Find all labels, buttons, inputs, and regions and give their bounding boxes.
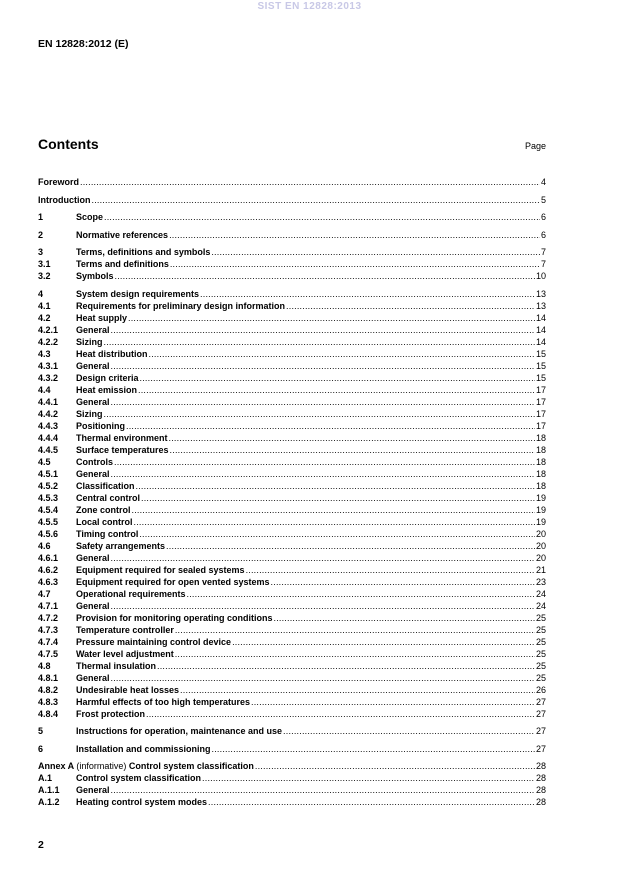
toc-entry-number: 4.6.2 [38, 564, 59, 575]
toc-entry[interactable] [38, 673, 546, 685]
toc-entry-number: 4.8 [38, 660, 51, 671]
toc-leader-dots [175, 649, 535, 660]
toc-leader-dots [166, 541, 535, 552]
toc-entry[interactable] [38, 385, 546, 397]
toc-entry-number: 4.4.1 [38, 396, 59, 407]
toc-entry-title: Scope [76, 212, 104, 222]
toc-leader-dots [139, 529, 535, 540]
toc-entry[interactable] [38, 289, 546, 301]
toc-entry-title: Symbols [76, 271, 114, 281]
toc-annex-type: (informative) [76, 761, 129, 771]
toc-entry[interactable] [38, 565, 546, 577]
toc-entry-number: 4.8.2 [38, 684, 59, 695]
toc-entry[interactable] [38, 212, 546, 224]
toc-entry-page: 28 [535, 785, 546, 795]
toc-entry-number: 5 [38, 726, 44, 736]
toc-leader-dots [104, 409, 535, 420]
toc-entry[interactable] [38, 709, 546, 721]
toc-entry-number: 4.3.2 [38, 372, 59, 383]
toc-entry-page: 18 [535, 432, 546, 443]
toc-entry-page: 27 [535, 726, 546, 736]
toc-entry-title: Central control [76, 492, 141, 503]
toc-leader-dots [202, 773, 535, 784]
toc-entry-page: 25 [535, 660, 546, 671]
toc-leader-dots [212, 744, 535, 755]
toc-entry-number: 4.7.4 [38, 636, 59, 647]
toc-leader-dots [175, 625, 535, 636]
toc-entry-page: 14 [535, 336, 546, 347]
toc-entry-number: 4.5.6 [38, 528, 59, 539]
toc-entry-number: 4.6 [38, 540, 51, 551]
toc-entry-title: Instructions for operation, maintenance and use [76, 726, 283, 736]
toc-entry-page: 18 [535, 456, 546, 467]
toc-entry-number: 4.4.4 [38, 432, 59, 443]
table-of-contents [38, 177, 546, 809]
toc-entry-page: 25 [535, 672, 546, 683]
toc-entry-page: 21 [535, 564, 546, 575]
toc-leader-dots [255, 761, 535, 772]
toc-annex-label: Annex A [38, 761, 77, 771]
toc-entry-number: 3.1 [38, 259, 51, 269]
toc-entry-title: Heat emission [76, 384, 138, 395]
toc-entry-title: General [76, 672, 110, 683]
toc-entry-page: 20 [535, 528, 546, 539]
toc-entry[interactable] [38, 493, 546, 505]
toc-leader-dots [274, 613, 535, 624]
toc-entry[interactable] [38, 361, 546, 373]
toc-entry[interactable] [38, 433, 546, 445]
toc-entry-number: 4.5.4 [38, 504, 59, 515]
toc-entry[interactable] [38, 195, 546, 207]
toc-entry-number: 4.5.1 [38, 468, 59, 479]
toc-entry[interactable] [38, 421, 546, 433]
toc-entry-title: Control system classification [76, 773, 202, 783]
toc-entry-number: 4.3 [38, 348, 51, 359]
toc-entry-title: Thermal environment [76, 432, 168, 443]
toc-leader-dots [170, 259, 540, 270]
toc-entry-page: 25 [535, 648, 546, 659]
toc-entry-page: 23 [535, 576, 546, 587]
toc-entry-title: General [76, 600, 110, 611]
toc-entry-page: 28 [535, 761, 546, 771]
toc-entry-page: 15 [535, 372, 546, 383]
toc-entry-number: A.1.1 [38, 785, 60, 795]
toc-entry-page: 15 [535, 360, 546, 371]
toc-entry-number: 4.7.3 [38, 624, 59, 635]
toc-entry-number: 4.7.5 [38, 648, 59, 659]
toc-leader-dots [169, 230, 540, 241]
toc-entry[interactable] [38, 349, 546, 361]
toc-entry-number: 4 [38, 288, 44, 299]
toc-entry-page: 28 [535, 797, 546, 807]
toc-entry[interactable] [38, 271, 546, 283]
toc-entry-number: 1 [38, 212, 44, 222]
toc-leader-dots [115, 271, 535, 282]
toc-entry-number: 4.4.3 [38, 420, 59, 431]
toc-entry-title: Equipment required for sealed systems [76, 564, 245, 575]
toc-entry-number: 4.2.2 [38, 336, 59, 347]
toc-entry-title: Water level adjustment [76, 648, 174, 659]
toc-entry-title: Zone control [76, 504, 131, 515]
toc-entry[interactable] [38, 553, 546, 565]
toc-entry-page: 6 [540, 229, 546, 240]
toc-entry-page: 26 [535, 684, 546, 695]
toc-entry-page: 18 [535, 444, 546, 455]
toc-leader-dots [283, 726, 535, 737]
toc-entry[interactable] [38, 785, 546, 797]
toc-entry-page: 27 [535, 743, 546, 754]
toc-entry-title: Temperature controller [76, 624, 174, 635]
toc-leader-dots [111, 601, 535, 612]
toc-entry-number: 4.8.4 [38, 708, 59, 719]
toc-entry-page: 17 [535, 384, 546, 395]
toc-entry[interactable] [38, 445, 546, 457]
toc-leader-dots [92, 195, 540, 206]
toc-entry-title: Positioning [76, 420, 125, 431]
toc-entry-page: 13 [535, 300, 546, 311]
toc-entry-page: 6 [540, 212, 546, 222]
toc-entry-page: 18 [535, 480, 546, 491]
watermark: SIST EN 12828:2013 [257, 1, 362, 12]
toc-entry-title: General [76, 324, 110, 335]
toc-leader-dots [187, 589, 535, 600]
toc-entry[interactable] [38, 797, 546, 809]
toc-entry-title: System design requirements [76, 288, 200, 299]
toc-leader-dots [111, 397, 535, 408]
toc-entry[interactable] [38, 613, 546, 625]
toc-entry-number: 4.5.2 [38, 480, 59, 491]
toc-entry-title: Terms and definitions [76, 259, 169, 269]
toc-leader-dots [134, 517, 535, 528]
toc-entry-title: Undesirable heat losses [76, 684, 180, 695]
toc-entry-title: Requirements for preliminary design information [76, 300, 286, 311]
toc-entry-number: 6 [38, 743, 44, 754]
toc-entry-page: 17 [535, 408, 546, 419]
toc-entry[interactable] [38, 601, 546, 613]
toc-entry-title: Heat distribution [76, 348, 148, 359]
toc-entry-title: Foreword [38, 177, 80, 187]
toc-entry-page: 4 [540, 177, 546, 187]
toc-leader-dots [111, 553, 535, 564]
toc-entry[interactable] [38, 577, 546, 589]
toc-leader-dots [157, 661, 535, 672]
toc-leader-dots [286, 301, 535, 312]
toc-entry[interactable] [38, 761, 546, 773]
toc-entry-number: 4.6.3 [38, 576, 59, 587]
toc-entry-title: Heat supply [76, 312, 128, 323]
toc-leader-dots [111, 785, 535, 796]
toc-entry-title: Sizing [76, 408, 103, 419]
toc-leader-dots [140, 373, 535, 384]
toc-entry-page: 25 [535, 612, 546, 623]
toc-leader-dots [80, 177, 540, 188]
toc-entry[interactable] [38, 230, 546, 242]
toc-entry[interactable] [38, 337, 546, 349]
toc-entry[interactable] [38, 661, 546, 673]
toc-entry[interactable] [38, 397, 546, 409]
toc-entry-number: 4.2.1 [38, 324, 59, 335]
toc-entry[interactable] [38, 697, 546, 709]
toc-entry[interactable] [38, 625, 546, 637]
toc-entry-page: 18 [535, 468, 546, 479]
toc-entry[interactable] [38, 637, 546, 649]
toc-entry-title: Design criteria [76, 372, 139, 383]
toc-entry-number: 4.8.1 [38, 672, 59, 683]
toc-entry-page: 20 [535, 540, 546, 551]
toc-leader-dots [138, 385, 535, 396]
toc-entry-title: Surface temperatures [76, 444, 169, 455]
toc-entry-number: 4.1 [38, 300, 51, 311]
toc-entry[interactable] [38, 541, 546, 553]
toc-entry[interactable] [38, 517, 546, 529]
toc-entry-number: 2 [38, 229, 44, 240]
toc-entry-page: 15 [535, 348, 546, 359]
toc-leader-dots [208, 797, 535, 808]
toc-leader-dots [104, 212, 540, 223]
toc-entry-number: 4.2 [38, 312, 51, 323]
toc-entry-page: 27 [535, 696, 546, 707]
toc-leader-dots [169, 433, 535, 444]
toc-entry-page: 13 [535, 288, 546, 299]
toc-entry[interactable] [38, 247, 546, 259]
toc-entry-number: 4.4.5 [38, 444, 59, 455]
toc-entry-title: Installation and commissioning [76, 743, 211, 754]
toc-entry[interactable] [38, 457, 546, 469]
toc-entry-title: Provision for monitoring operating conditions [76, 612, 273, 623]
page-number: 2 [38, 839, 44, 851]
toc-entry-page: 5 [540, 194, 546, 205]
toc-entry[interactable] [38, 409, 546, 421]
toc-entry-number: A.1.2 [38, 797, 60, 807]
toc-leader-dots [141, 493, 535, 504]
toc-leader-dots [114, 457, 535, 468]
toc-entry-page: 14 [535, 324, 546, 335]
toc-entry[interactable] [38, 177, 546, 189]
toc-leader-dots [146, 709, 535, 720]
toc-entry[interactable] [38, 685, 546, 697]
toc-entry[interactable] [38, 325, 546, 337]
toc-entry-number: 4.6.1 [38, 552, 59, 563]
toc-entry[interactable] [38, 313, 546, 325]
toc-leader-dots [126, 421, 535, 432]
toc-leader-dots [111, 673, 535, 684]
toc-entry[interactable] [38, 529, 546, 541]
page-column-label: Page [524, 141, 546, 151]
toc-entry-number: 4.5.3 [38, 492, 59, 503]
toc-entry-page: 19 [535, 504, 546, 515]
toc-entry-title: Equipment required for open vented systems [76, 576, 270, 587]
toc-entry-number: 4.7.1 [38, 600, 59, 611]
toc-leader-dots [232, 637, 535, 648]
toc-entry-page: 24 [535, 600, 546, 611]
toc-entry[interactable] [38, 649, 546, 661]
toc-leader-dots [200, 289, 535, 300]
toc-leader-dots [271, 577, 535, 588]
toc-entry-number: A.1 [38, 773, 53, 783]
toc-leader-dots [180, 685, 535, 696]
toc-entry[interactable] [38, 505, 546, 517]
toc-entry[interactable] [38, 726, 546, 738]
toc-entry-number: 4.4 [38, 384, 51, 395]
toc-entry-title: Thermal insulation [76, 660, 157, 671]
toc-entry-number: 3.2 [38, 271, 51, 281]
toc-entry-title [38, 761, 254, 772]
toc-entry[interactable] [38, 481, 546, 493]
toc-entry-number: 4.3.1 [38, 360, 59, 371]
toc-entry-title: General [76, 785, 110, 795]
toc-entry-title: Introduction [38, 194, 91, 205]
toc-leader-dots [170, 445, 535, 456]
toc-entry-number: 3 [38, 247, 44, 257]
toc-leader-dots [128, 313, 535, 324]
toc-leader-dots [111, 361, 535, 372]
toc-entry-number: 4.5 [38, 456, 51, 467]
toc-entry-title: Normative references [76, 229, 169, 240]
toc-entry-number: 4.7 [38, 588, 51, 599]
toc-leader-dots [251, 697, 535, 708]
toc-entry[interactable] [38, 589, 546, 601]
toc-entry-title: Pressure maintaining control device [76, 636, 232, 647]
toc-entry-title: Terms, definitions and symbols [76, 247, 211, 257]
toc-entry-title: Harmful effects of too high temperatures [76, 696, 251, 707]
toc-leader-dots [111, 469, 535, 480]
toc-entry-title: Timing control [76, 528, 139, 539]
toc-entry-page: 14 [535, 312, 546, 323]
toc-entry-number: 4.5.5 [38, 516, 59, 527]
toc-entry-title: Sizing [76, 336, 103, 347]
toc-entry-title: General [76, 396, 110, 407]
toc-entry-title: General [76, 360, 110, 371]
toc-entry-title: Operational requirements [76, 588, 186, 599]
toc-entry-page: 7 [540, 259, 546, 269]
toc-entry-page: 27 [535, 708, 546, 719]
toc-entry[interactable] [38, 773, 546, 785]
toc-entry-title: Local control [76, 516, 133, 527]
contents-title: Contents [38, 136, 99, 152]
toc-entry-page: 17 [535, 396, 546, 407]
toc-entry-title: Controls [76, 456, 113, 467]
toc-entry-page: 25 [535, 636, 546, 647]
toc-entry[interactable] [38, 373, 546, 385]
toc-leader-dots [136, 481, 535, 492]
toc-leader-dots [132, 505, 535, 516]
toc-leader-dots [149, 349, 535, 360]
toc-entry-number: 4.8.3 [38, 696, 59, 707]
toc-entry-page: 24 [535, 588, 546, 599]
toc-entry-title: Heating control system modes [76, 797, 208, 807]
toc-entry-page: 19 [535, 516, 546, 527]
toc-entry-page: 20 [535, 552, 546, 563]
toc-leader-dots [211, 247, 540, 258]
toc-entry-number: 4.7.2 [38, 612, 59, 623]
toc-entry-page: 19 [535, 492, 546, 503]
toc-entry-page: 28 [535, 773, 546, 783]
toc-leader-dots [104, 337, 535, 348]
toc-entry-title: Safety arrangements [76, 540, 166, 551]
toc-leader-dots [111, 325, 535, 336]
toc-entry-title: Frost protection [76, 708, 145, 719]
toc-leader-dots [246, 565, 535, 576]
toc-annex-name: Control system classification [128, 761, 254, 771]
toc-entry-page: 10 [535, 271, 546, 281]
toc-entry[interactable] [38, 469, 546, 481]
toc-entry-page: 25 [535, 624, 546, 635]
toc-entry-page: 7 [540, 247, 546, 257]
toc-entry-number: 4.4.2 [38, 408, 59, 419]
toc-entry-title: Classification [76, 480, 135, 491]
toc-entry[interactable] [38, 301, 546, 313]
toc-entry-page: 17 [535, 420, 546, 431]
toc-entry[interactable] [38, 259, 546, 271]
toc-entry[interactable] [38, 744, 546, 756]
toc-entry-title: General [76, 552, 110, 563]
toc-entry-title: General [76, 468, 110, 479]
document-id: EN 12828:2012 (E) [38, 38, 129, 50]
